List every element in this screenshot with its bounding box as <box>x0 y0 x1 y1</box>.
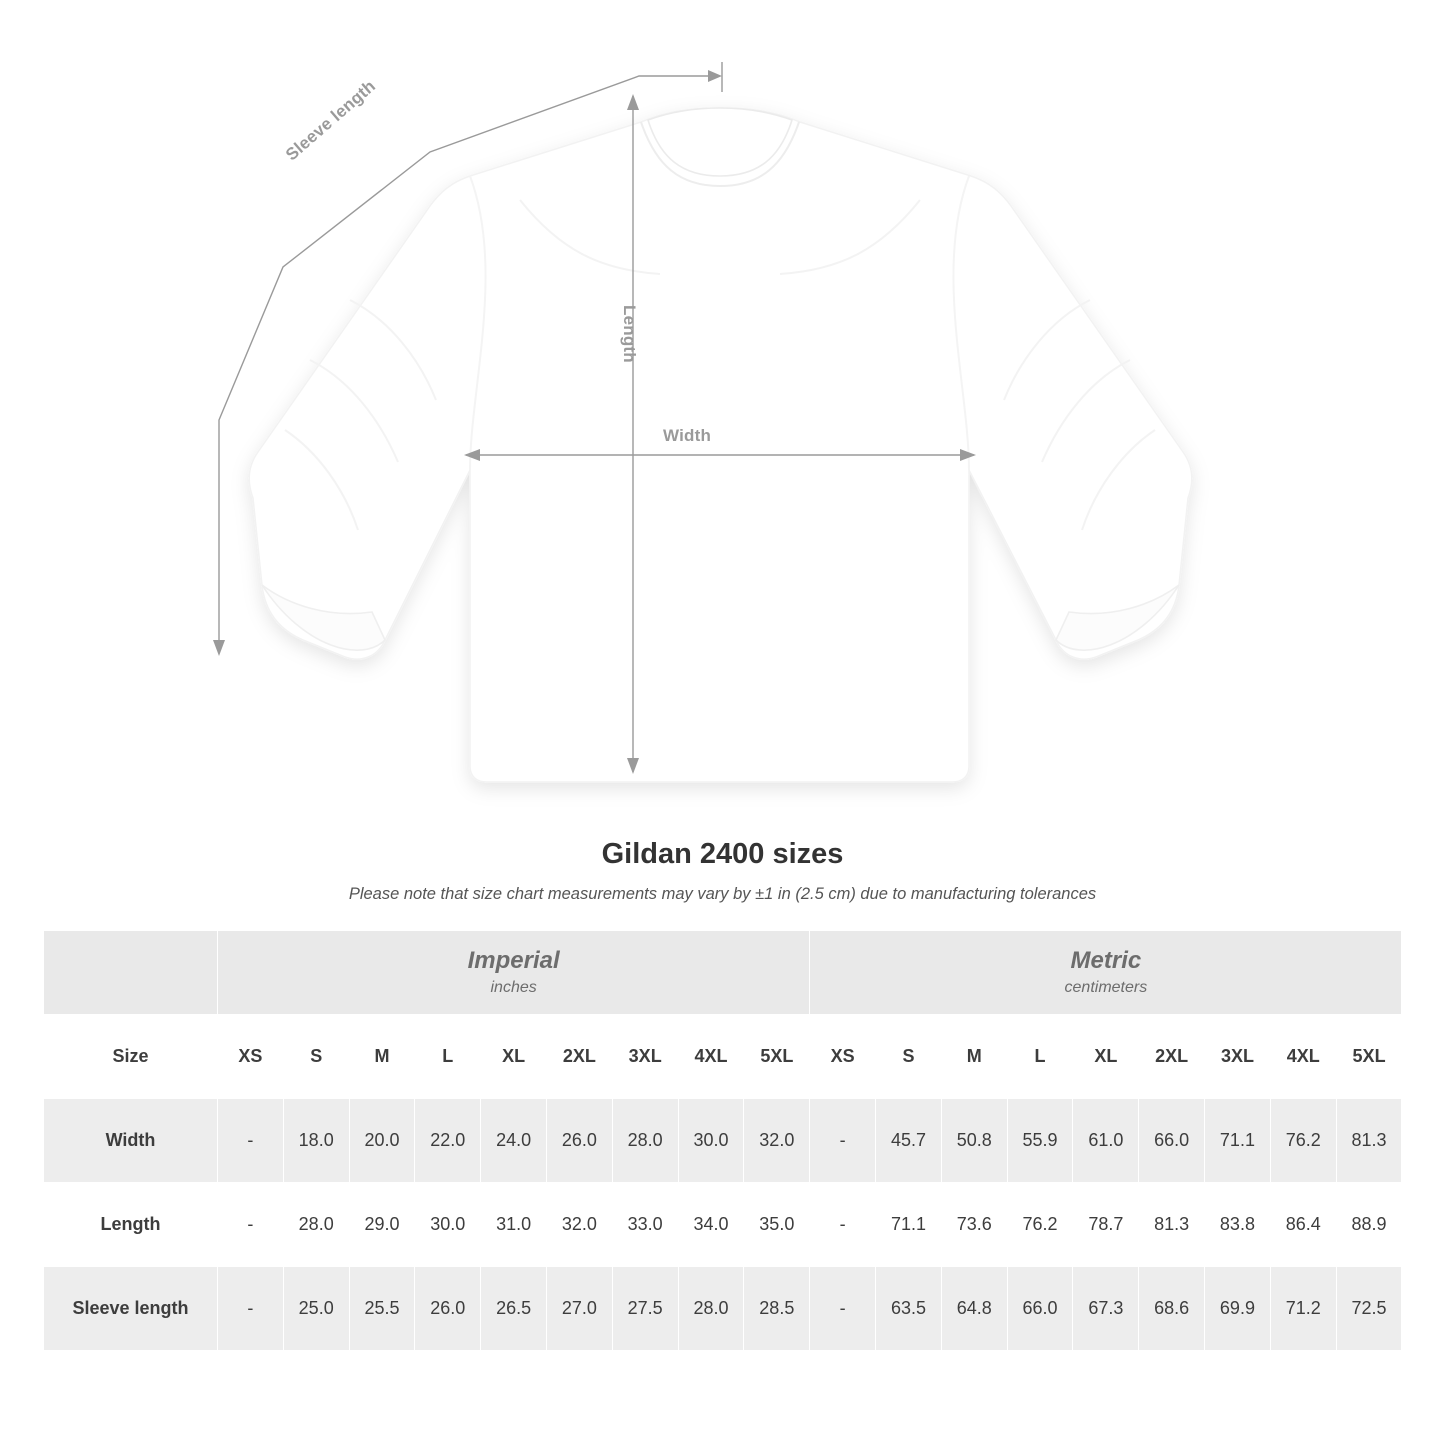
cell-width-metric-xs: - <box>810 1099 876 1183</box>
cell-length-metric-4xl: 86.4 <box>1270 1183 1336 1267</box>
width-label: Width <box>663 426 712 445</box>
size-header-row <box>44 1015 1402 1099</box>
col-head-imperial-s: S <box>283 1015 349 1099</box>
cell-length-imperial-s: 28.0 <box>283 1183 349 1267</box>
cell-width-metric-m: 50.8 <box>941 1099 1007 1183</box>
cell-sleeve-imperial-xl: 26.5 <box>481 1267 547 1351</box>
table-row <box>44 1099 1402 1183</box>
cell-sleeve-metric-xs: - <box>810 1267 876 1351</box>
cell-length-metric-m: 73.6 <box>941 1183 1007 1267</box>
col-head-imperial-2xl: 2XL <box>546 1015 612 1099</box>
col-head-imperial-m: M <box>349 1015 415 1099</box>
page-title: Gildan 2400 sizes <box>601 838 844 870</box>
cell-sleeve-imperial-m: 25.5 <box>349 1267 415 1351</box>
cell-length-metric-s: 71.1 <box>876 1183 942 1267</box>
cell-sleeve-metric-4xl: 71.2 <box>1270 1267 1336 1351</box>
cell-width-imperial-4xl: 30.0 <box>678 1099 744 1183</box>
col-head-imperial-l: L <box>415 1015 481 1099</box>
cell-length-imperial-3xl: 33.0 <box>612 1183 678 1267</box>
cell-width-imperial-xl: 24.0 <box>481 1099 547 1183</box>
cell-width-imperial-l: 22.0 <box>415 1099 481 1183</box>
cell-length-imperial-4xl: 34.0 <box>678 1183 744 1267</box>
col-head-metric-xl: XL <box>1073 1015 1139 1099</box>
cell-sleeve-imperial-3xl: 27.5 <box>612 1267 678 1351</box>
sleeve-length-label: Sleeve length <box>282 76 380 165</box>
col-head-imperial-4xl: 4XL <box>678 1015 744 1099</box>
cell-length-imperial-xs: - <box>218 1183 284 1267</box>
cell-width-metric-4xl: 76.2 <box>1270 1099 1336 1183</box>
cell-length-metric-2xl: 81.3 <box>1139 1183 1205 1267</box>
cell-width-metric-3xl: 71.1 <box>1205 1099 1271 1183</box>
col-head-metric-s: S <box>876 1015 942 1099</box>
cell-width-imperial-xs: - <box>218 1099 284 1183</box>
size-label-cell: Size <box>44 1015 218 1099</box>
cell-sleeve-metric-m: 64.8 <box>941 1267 1007 1351</box>
table-row <box>44 1267 1402 1351</box>
cell-sleeve-imperial-2xl: 27.0 <box>546 1267 612 1351</box>
cell-sleeve-metric-5xl: 72.5 <box>1336 1267 1402 1351</box>
tolerance-note: Please note that size chart measurements may vary by ±1 in (2.5 cm) due to manufacturing tolerances <box>348 885 1097 903</box>
cell-length-imperial-l: 30.0 <box>415 1183 481 1267</box>
length-label: Length <box>620 305 639 363</box>
cell-length-imperial-5xl: 35.0 <box>744 1183 810 1267</box>
cell-width-imperial-s: 18.0 <box>283 1099 349 1183</box>
cell-sleeve-imperial-4xl: 28.0 <box>678 1267 744 1351</box>
cell-sleeve-imperial-l: 26.0 <box>415 1267 481 1351</box>
cell-sleeve-metric-xl: 67.3 <box>1073 1267 1139 1351</box>
cell-sleeve-imperial-5xl: 28.5 <box>744 1267 810 1351</box>
size-table-wrapper <box>0 930 1445 1351</box>
imperial-subtitle: inches <box>490 978 537 996</box>
cell-length-imperial-m: 29.0 <box>349 1183 415 1267</box>
unit-header-spacer <box>44 931 218 1015</box>
col-head-metric-xs: XS <box>810 1015 876 1099</box>
row-label-length: Length <box>44 1183 218 1267</box>
cell-width-imperial-5xl: 32.0 <box>744 1099 810 1183</box>
cell-width-metric-xl: 61.0 <box>1073 1099 1139 1183</box>
cell-length-metric-l: 76.2 <box>1007 1183 1073 1267</box>
col-head-metric-2xl: 2XL <box>1139 1015 1205 1099</box>
cell-width-metric-2xl: 66.0 <box>1139 1099 1205 1183</box>
cell-sleeve-imperial-xs: - <box>218 1267 284 1351</box>
table-row <box>44 1183 1402 1267</box>
col-head-metric-l: L <box>1007 1015 1073 1099</box>
col-head-metric-3xl: 3XL <box>1205 1015 1271 1099</box>
cell-sleeve-metric-3xl: 69.9 <box>1205 1267 1271 1351</box>
cell-length-metric-3xl: 83.8 <box>1205 1183 1271 1267</box>
metric-header <box>810 931 1402 1015</box>
cell-width-imperial-m: 20.0 <box>349 1099 415 1183</box>
cell-length-metric-xs: - <box>810 1183 876 1267</box>
cell-length-imperial-2xl: 32.0 <box>546 1183 612 1267</box>
col-head-imperial-5xl: 5XL <box>744 1015 810 1099</box>
cell-length-imperial-xl: 31.0 <box>481 1183 547 1267</box>
cell-width-metric-l: 55.9 <box>1007 1099 1073 1183</box>
cell-width-metric-5xl: 81.3 <box>1336 1099 1402 1183</box>
row-label-width: Width <box>44 1099 218 1183</box>
cell-width-imperial-2xl: 26.0 <box>546 1099 612 1183</box>
title-block <box>0 838 1445 904</box>
cell-length-metric-5xl: 88.9 <box>1336 1183 1402 1267</box>
col-head-imperial-3xl: 3XL <box>612 1015 678 1099</box>
cell-width-imperial-3xl: 28.0 <box>612 1099 678 1183</box>
col-head-metric-m: M <box>941 1015 1007 1099</box>
size-table <box>43 930 1402 1351</box>
cell-sleeve-metric-s: 63.5 <box>876 1267 942 1351</box>
cell-sleeve-metric-2xl: 68.6 <box>1139 1267 1205 1351</box>
col-head-metric-5xl: 5XL <box>1336 1015 1402 1099</box>
unit-header-row <box>44 931 1402 1015</box>
cell-width-metric-s: 45.7 <box>876 1099 942 1183</box>
imperial-title: Imperial <box>467 946 560 974</box>
metric-title: Metric <box>1070 946 1142 974</box>
imperial-header <box>218 931 810 1015</box>
cell-sleeve-imperial-s: 25.0 <box>283 1267 349 1351</box>
cell-length-metric-xl: 78.7 <box>1073 1183 1139 1267</box>
row-label-sleeve-length: Sleeve length <box>44 1267 218 1351</box>
metric-subtitle: centimeters <box>1064 978 1148 996</box>
col-head-imperial-xl: XL <box>481 1015 547 1099</box>
col-head-imperial-xs: XS <box>218 1015 284 1099</box>
col-head-metric-4xl: 4XL <box>1270 1015 1336 1099</box>
cell-sleeve-metric-l: 66.0 <box>1007 1267 1073 1351</box>
